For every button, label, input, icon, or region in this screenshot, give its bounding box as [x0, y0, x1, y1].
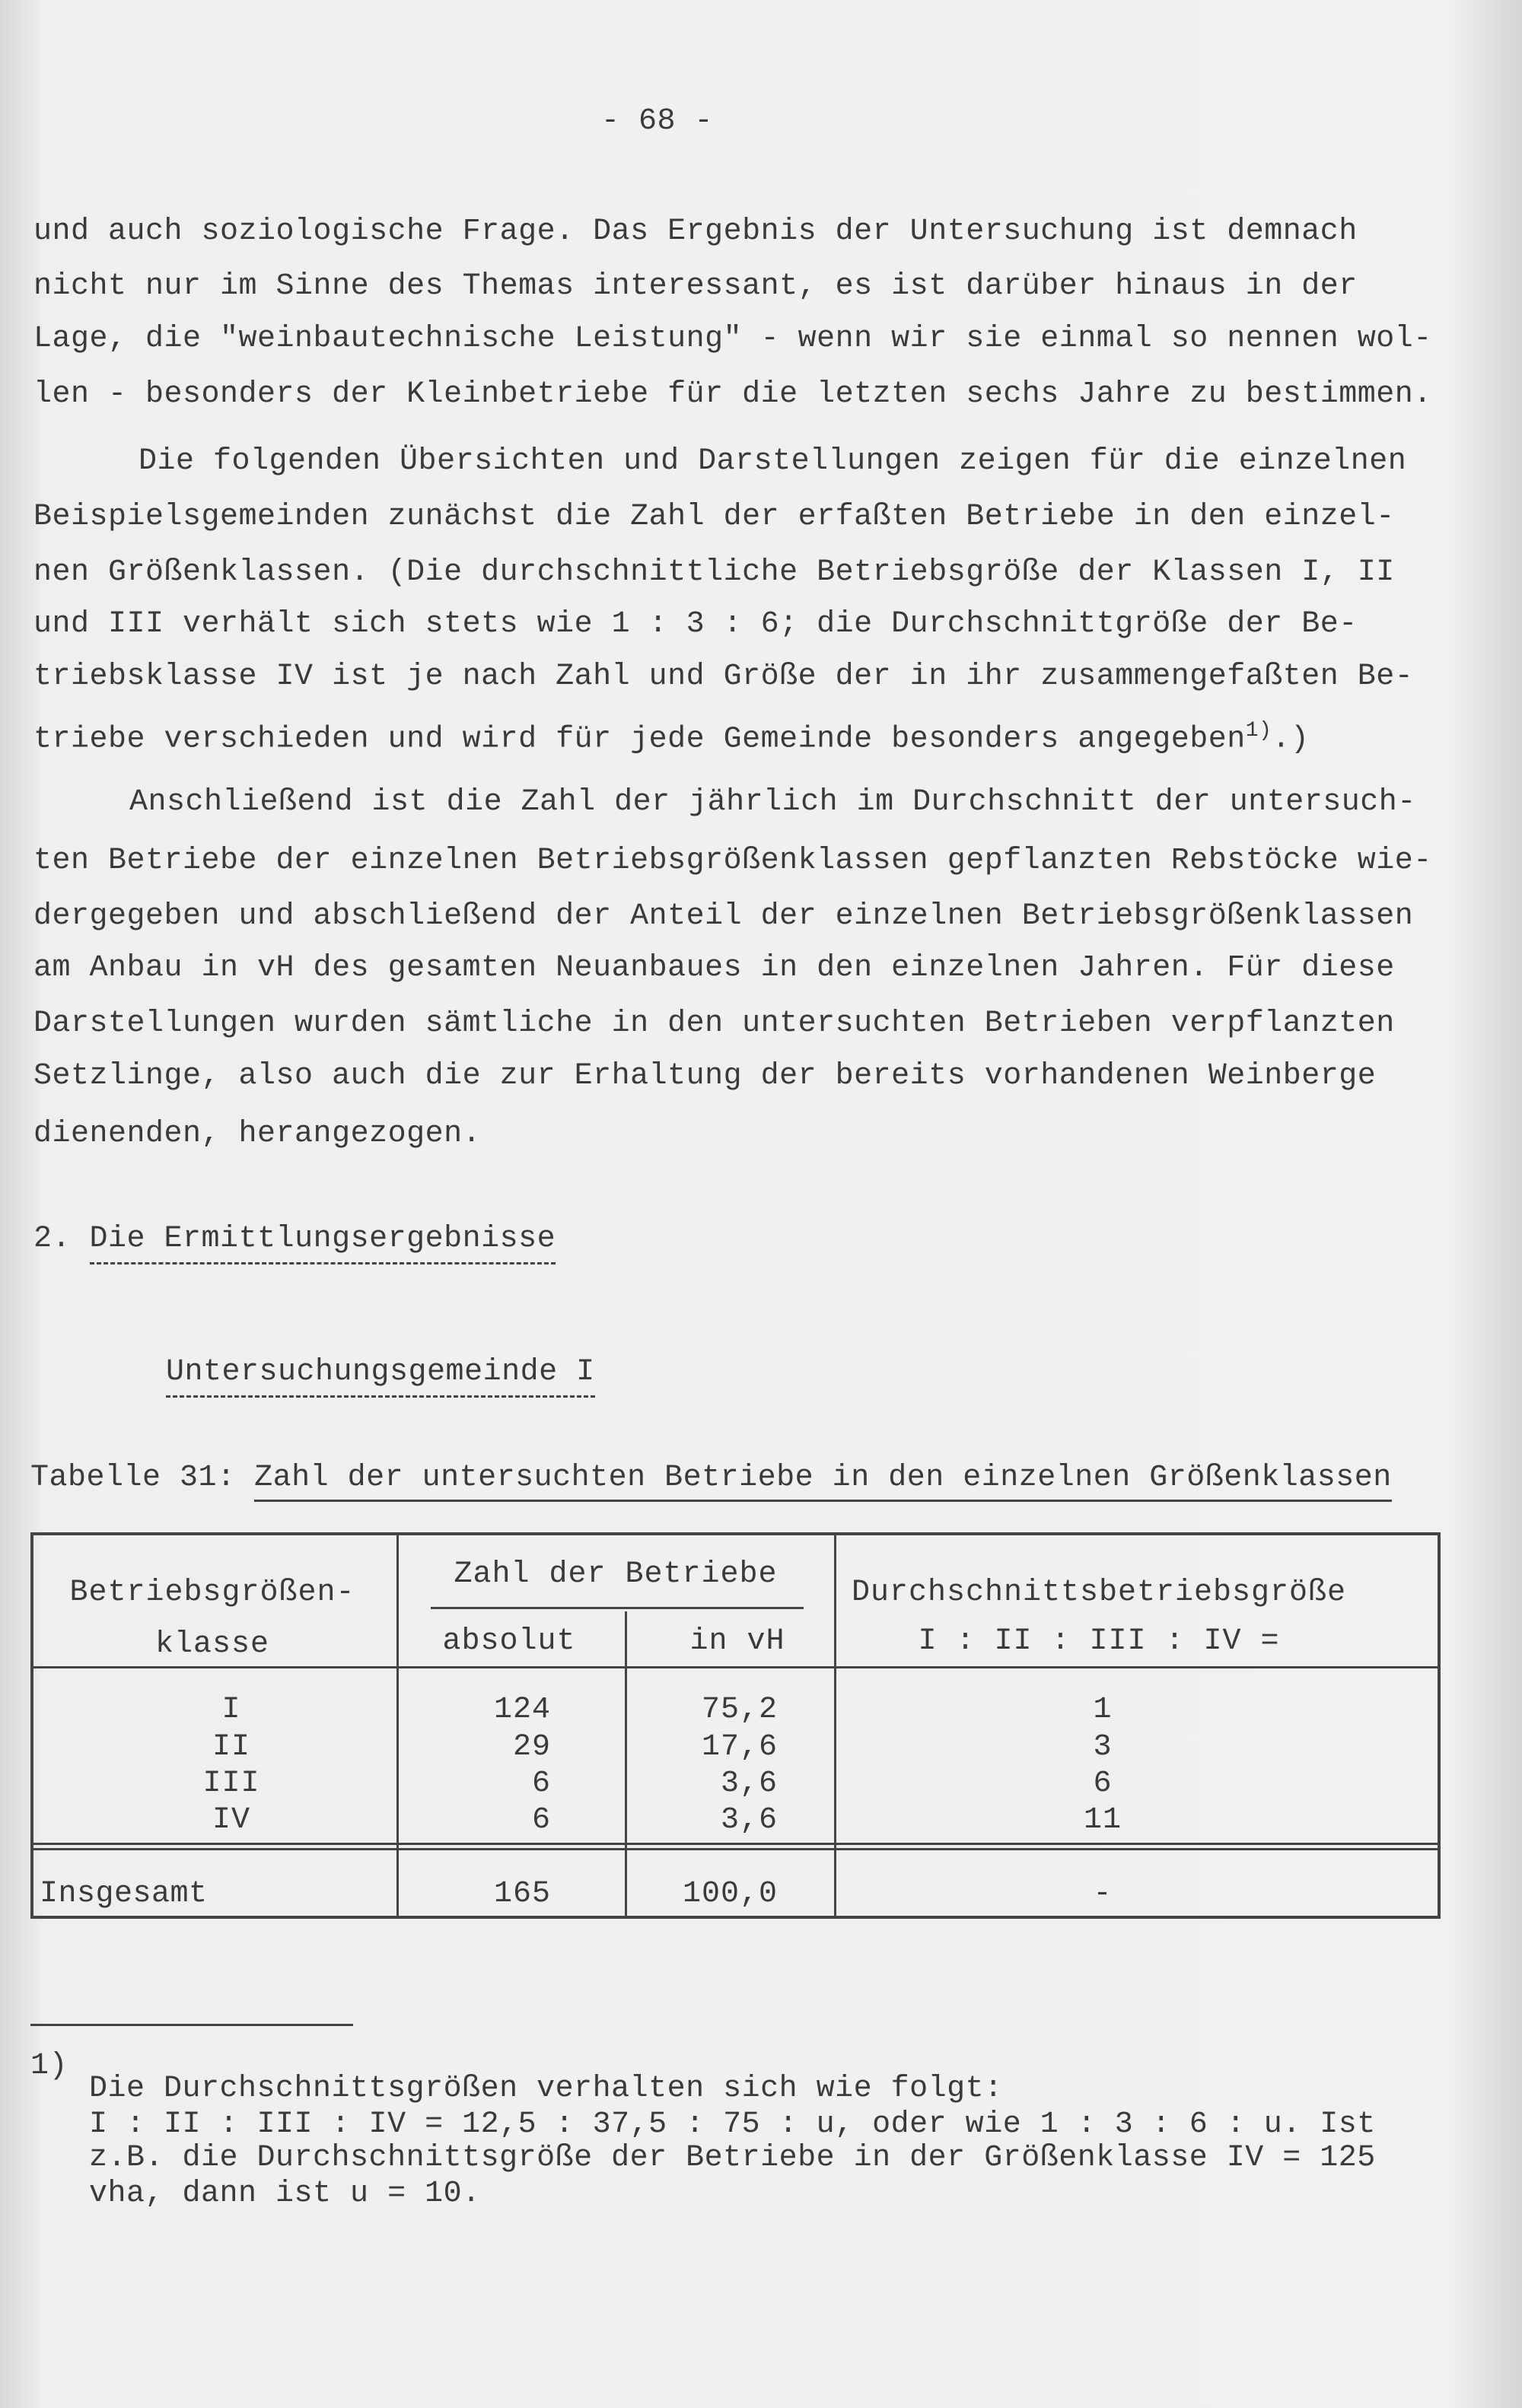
subheading-text: Untersuchungsgemeinde I — [166, 1355, 595, 1398]
cell-klasse: IV — [212, 1803, 251, 1837]
page-number: - 68 - — [601, 104, 714, 138]
col-header-groesse: Durchschnittsbetriebsgröße — [851, 1576, 1347, 1610]
text-line: Lage, die "weinbautechnische Leistung" - wenn wir sie einmal so nennen wol- — [33, 322, 1432, 356]
footnote-line: z.B. die Durchschnittsgröße der Betriebe in der Größenklasse IV = 125 — [89, 2141, 1376, 2175]
text-line: Setzlinge, also auch die zur Erhaltung der bereits vorhandenen Weinberge — [33, 1059, 1377, 1093]
cell-absolut: 165 — [493, 1877, 551, 1911]
text: .) — [1272, 722, 1310, 757]
text: triebe verschieden und wird für jede Gemeinde besonders angegeben — [33, 722, 1246, 757]
cell-groesse: 3 — [1093, 1730, 1113, 1764]
text-line: am Anbau in vH des gesamten Neuanbaues in den einzelnen Jahren. Für diese — [33, 951, 1395, 985]
cell-groesse: 6 — [1093, 1767, 1113, 1801]
text-line: Die folgenden Übersichten und Darstellungen zeigen für die einzelnen — [139, 444, 1407, 479]
total-rule — [33, 1843, 1438, 1845]
footnote-reference: 1) — [1245, 719, 1272, 743]
cell-absolut: 124 — [493, 1693, 551, 1727]
text-line: Darstellungen wurden sämtliche in den untersuchten Betrieben verpflanzten — [33, 1007, 1395, 1041]
cell-vh: 100,0 — [682, 1877, 778, 1911]
footnote-line: Die Durchschnittsgrößen verhalten sich wie folgt: — [89, 2072, 1003, 2106]
col-header-absolut: absolut — [442, 1624, 576, 1659]
cell-vh: 75,2 — [701, 1693, 778, 1727]
data-table — [30, 1532, 1441, 1919]
cell-vh: 17,6 — [701, 1730, 778, 1764]
col-header-klasse: klasse — [154, 1627, 270, 1662]
cell-klasse: II — [212, 1730, 251, 1764]
text-line: nen Größenklassen. (Die durchschnittliche Betriebsgröße der Klassen I, II — [33, 555, 1395, 590]
subheading — [166, 1357, 595, 1388]
cell-absolut: 6 — [531, 1803, 551, 1837]
text-line: dienenden, herangezogen. — [33, 1117, 482, 1151]
table-label: Tabelle 31: — [30, 1461, 236, 1495]
cell-groesse: 1 — [1093, 1693, 1113, 1727]
total-rule — [33, 1848, 1438, 1850]
cell-vh: 3,6 — [720, 1767, 778, 1801]
section-title: Die Ermittlungsergebnisse — [90, 1222, 556, 1264]
group-header-rule — [431, 1607, 804, 1609]
group-header: Zahl der Betriebe — [454, 1557, 778, 1592]
col-header-klasse: Betriebsgrößen- — [69, 1576, 355, 1610]
text-line: Anschließend ist die Zahl der jährlich im Durchschnitt der untersuch- — [129, 785, 1416, 819]
section-heading — [33, 1224, 556, 1255]
text-line — [33, 720, 1309, 755]
text-line: und III verhält sich stets wie 1 : 3 : 6; die Durchschnittgröße der Be- — [33, 607, 1358, 641]
text-line: triebsklasse IV ist je nach Zahl und Größe der in ihr zusammengefaßten Be- — [33, 660, 1414, 694]
header-rule — [33, 1666, 1438, 1668]
cell-groesse: - — [1093, 1877, 1113, 1911]
footnote-line: I : II : III : IV = 12,5 : 37,5 : 75 : u, oder wie 1 : 3 : 6 : u. Ist — [89, 2107, 1376, 2142]
table-title: Zahl der untersuchten Betriebe in den einzelnen Größenklassen — [254, 1461, 1392, 1502]
text-line: dergegeben und abschließend der Anteil der einzelnen Betriebsgrößenklassen — [33, 899, 1414, 934]
cell-total-label: Insgesamt — [40, 1877, 208, 1911]
footnote-rule — [30, 2024, 353, 2026]
text-line: und auch soziologische Frage. Das Ergebnis der Untersuchung ist demnach — [33, 215, 1358, 249]
footnote-marker: 1) — [30, 2049, 68, 2083]
text-line: Beispielsgemeinden zunächst die Zahl der erfaßten Betriebe in den einzel- — [33, 500, 1395, 534]
column-divider — [625, 1611, 627, 1916]
column-divider — [396, 1535, 399, 1916]
cell-groesse: 11 — [1083, 1803, 1122, 1837]
col-header-groesse: I : II : III : IV = — [918, 1624, 1280, 1659]
column-divider — [834, 1535, 836, 1916]
text-line: ten Betriebe der einzelnen Betriebsgrößenklassen gepflanzten Rebstöcke wie- — [33, 844, 1432, 878]
cell-absolut: 29 — [512, 1730, 551, 1764]
footnote-line: vha, dann ist u = 10. — [89, 2177, 481, 2211]
cell-klasse: I — [221, 1693, 241, 1727]
table-caption — [30, 1463, 1392, 1493]
cell-klasse: III — [202, 1767, 260, 1801]
text-line: nicht nur im Sinne des Themas interessant, es ist darüber hinaus in der — [33, 269, 1358, 304]
cell-vh: 3,6 — [720, 1803, 778, 1837]
section-number: 2. — [33, 1222, 72, 1256]
col-header-vh: in vH — [689, 1624, 785, 1659]
text-line: len - besonders der Kleinbetriebe für die letzten sechs Jahre zu bestimmen. — [33, 377, 1432, 412]
cell-absolut: 6 — [531, 1767, 551, 1801]
